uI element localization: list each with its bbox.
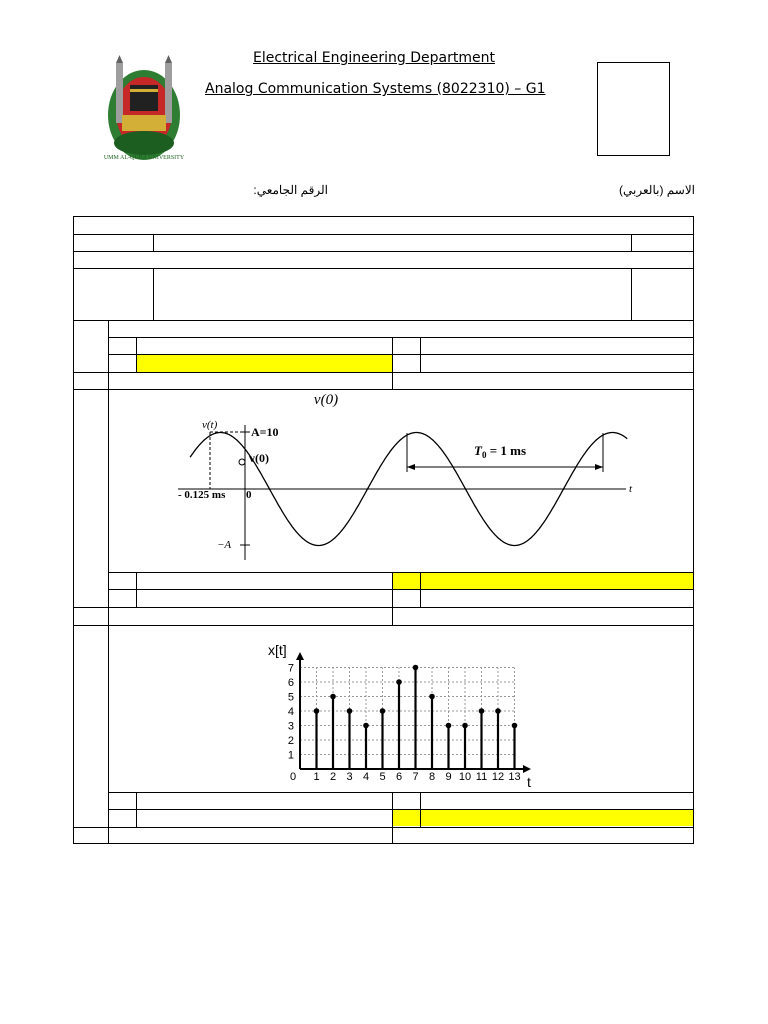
figure2-y-label: x[t] (268, 642, 287, 658)
student-name-label: الاسم (بالعربي) (619, 183, 695, 197)
stem-point (363, 723, 369, 729)
stem-point (429, 694, 435, 700)
figure1-caption: v(0) (313, 392, 339, 408)
stem-point (462, 723, 468, 729)
stem-point (413, 665, 419, 671)
stem-y-arrow (296, 652, 304, 660)
department-title: Electrical Engineering Department (253, 50, 495, 66)
figure1-amplitude-label: A=10 (251, 425, 279, 439)
stem-point (396, 679, 402, 685)
course-title: Analog Communication Systems (8022310) – G1 (205, 81, 546, 97)
x-tick-label: 9 (445, 771, 452, 783)
stem-point (512, 723, 518, 729)
stem-x-arrow (523, 765, 531, 773)
x-tick-label: 12 (491, 771, 505, 783)
logo-text: UMM AL-QURA UNIVERSITY (104, 155, 184, 161)
figure1-v0-label: v(0) (249, 451, 269, 465)
stem-point (479, 708, 485, 714)
figure2-origin-label: 0 (290, 771, 297, 783)
y-tick-label: 2 (287, 735, 294, 747)
figure1-period-label: $T_0 = 1$ ms (474, 443, 526, 460)
y-tick-label: 6 (287, 677, 294, 689)
x-tick-label: 11 (475, 771, 488, 783)
figure1-y-label: v(t) (202, 419, 218, 431)
figure1-t-label: t (629, 483, 633, 495)
student-id-label: الرقم الجامعي: (253, 183, 328, 197)
x-tick-label: 4 (362, 771, 370, 783)
y-tick-label: 1 (287, 749, 294, 762)
x-tick-label: 2 (329, 771, 337, 783)
x-tick-label: 10 (458, 771, 472, 783)
x-tick-label: 5 (379, 771, 386, 783)
x-tick-label: 3 (346, 771, 353, 783)
x-tick-label: 13 (508, 771, 521, 783)
y-tick-label: 4 (287, 706, 294, 718)
y-tick-label: 5 (287, 691, 294, 704)
figure2-x-label: t (527, 774, 531, 790)
figure1-neg-amp-label: −A (217, 539, 232, 551)
figure1-origin-label: 0 (246, 489, 252, 501)
stem-point (495, 708, 501, 714)
stem-point (446, 723, 452, 729)
stem-point (347, 708, 353, 714)
y-tick-label: 3 (287, 720, 294, 733)
figure1-shift-label: - 0.125 ms (178, 489, 226, 501)
y-tick-label: 7 (287, 662, 294, 675)
stem-point (330, 694, 336, 700)
stem-point (380, 708, 386, 714)
x-tick-label: 8 (428, 771, 436, 783)
stem-point (314, 708, 320, 714)
x-tick-label: 1 (313, 771, 320, 783)
x-tick-label: 6 (395, 771, 403, 783)
x-tick-label: 7 (412, 771, 419, 783)
